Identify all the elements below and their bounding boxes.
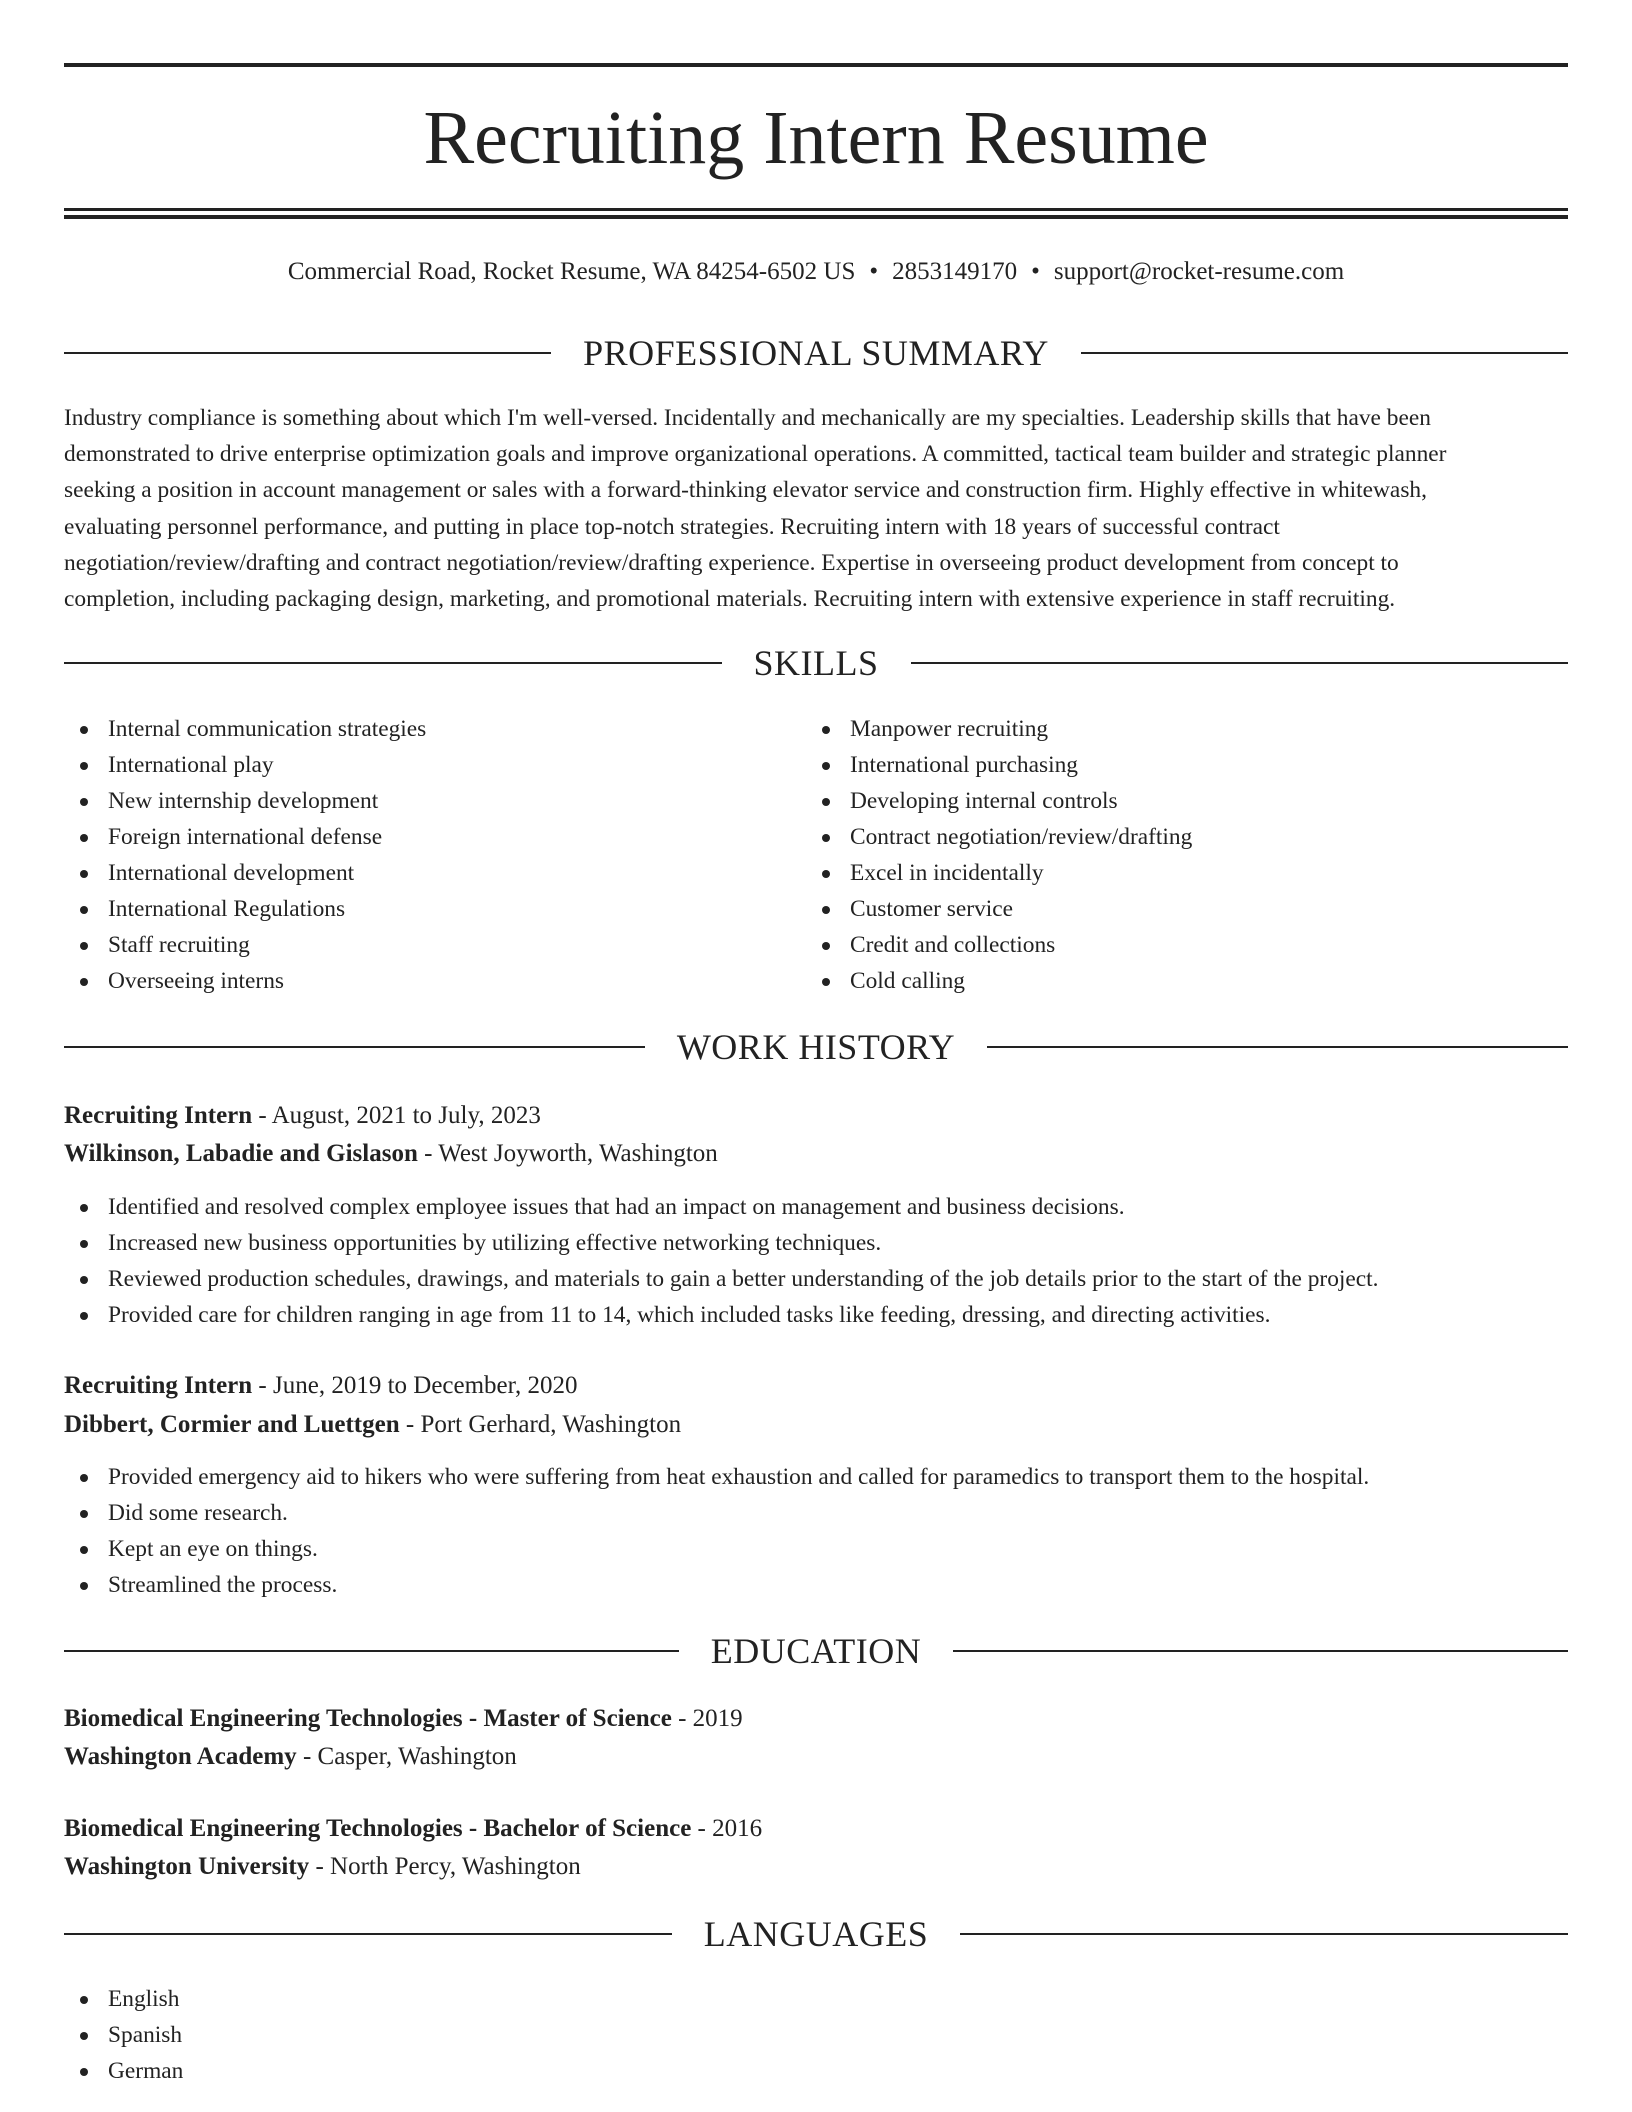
section-title: PROFESSIONAL SUMMARY bbox=[583, 333, 1049, 373]
job-duty: Provided care for children ranging in age from 11 to 14, which included tasks like feeding, dressing, and directing activities. bbox=[64, 1297, 1568, 1333]
summary-line: negotiation/review/drafting and contract negotiation/review/drafting experience. Expertise in overseeing product development from concept to bbox=[64, 549, 1399, 576]
education-degree: Biomedical Engineering Technologies - Bachelor of Science bbox=[64, 1815, 692, 1842]
section-rule bbox=[64, 352, 551, 354]
job-company: Wilkinson, Labadie and Gislason bbox=[64, 1140, 418, 1167]
language-item: English bbox=[64, 1981, 1568, 2017]
education-degree-line bbox=[64, 1700, 1568, 1738]
job-title-line bbox=[64, 1367, 1568, 1405]
job-dates: - June, 2019 to December, 2020 bbox=[252, 1372, 578, 1399]
skill-item: International purchasing bbox=[806, 747, 1546, 783]
section-header-education bbox=[64, 1631, 1568, 1671]
job-duty: Provided emergency aid to hikers who were suffering from heat exhaustion and called for paramedics to transport them to the hospital. bbox=[64, 1459, 1568, 1495]
language-item: Spanish bbox=[64, 2017, 1568, 2053]
contact-separator: • bbox=[1031, 258, 1040, 285]
job-duty: Increased new business opportunities by utilizing effective networking techniques. bbox=[64, 1225, 1568, 1261]
job-title: Recruiting Intern bbox=[64, 1372, 253, 1399]
skill-item: International play bbox=[64, 747, 804, 783]
summary-line: completion, including packaging design, marketing, and promotional materials. Recruiting intern with extensive experience in staff recruiting. bbox=[64, 586, 1396, 613]
header-top-rule bbox=[64, 63, 1568, 67]
section-rule bbox=[64, 1933, 672, 1935]
contact-separator: • bbox=[869, 258, 879, 285]
skill-item: Excel in incidentally bbox=[806, 855, 1546, 891]
skill-item: Customer service bbox=[806, 891, 1546, 927]
section-header-skills bbox=[64, 643, 1568, 683]
education-school: Washington University bbox=[64, 1853, 310, 1880]
education-location: - North Percy, Washington bbox=[309, 1853, 581, 1880]
contact-phone: 2853149170 bbox=[892, 258, 1018, 285]
job-duty: Streamlined the process. bbox=[64, 1567, 1568, 1603]
job-company-line bbox=[64, 1406, 1568, 1444]
skill-item: International development bbox=[64, 855, 804, 891]
contact-email[interactable]: support@rocket-resume.com bbox=[1053, 258, 1345, 285]
skill-item: Foreign international defense bbox=[64, 819, 804, 855]
education-school-line bbox=[64, 1738, 1568, 1776]
section-rule bbox=[64, 1650, 679, 1652]
job-company: Dibbert, Cormier and Luettgen bbox=[64, 1411, 400, 1438]
section-header-work bbox=[64, 1027, 1568, 1067]
resume-title: Recruiting Intern Resume bbox=[423, 96, 1209, 180]
job-duties-list bbox=[64, 1189, 1568, 1333]
education-degree: Biomedical Engineering Technologies - Master of Science bbox=[64, 1705, 672, 1732]
skill-item: Manpower recruiting bbox=[806, 711, 1546, 747]
skill-item: Internal communication strategies bbox=[64, 711, 804, 747]
languages-list bbox=[64, 1981, 1568, 2089]
summary-line: Industry compliance is something about which I'm well-versed. Incidentally and mechanically are my specialties. Leadership skills that have been bbox=[64, 405, 1431, 431]
job-duty: Identified and resolved complex employee issues that had an impact on management and business decisions. bbox=[64, 1189, 1568, 1225]
section-rule bbox=[953, 1650, 1568, 1652]
summary-line: seeking a position in account management or sales with a forward-thinking elevator service and construction firm. Highly effective in whitewash, bbox=[64, 477, 1427, 504]
education-school: Washington Academy bbox=[64, 1743, 297, 1770]
section-rule bbox=[64, 1046, 645, 1048]
job-duty: Did some research. bbox=[64, 1495, 1568, 1531]
section-rule bbox=[911, 662, 1569, 664]
contact-line bbox=[64, 255, 1568, 289]
education-school-line bbox=[64, 1848, 1568, 1886]
header-bottom-rule bbox=[64, 208, 1568, 211]
section-rule bbox=[64, 662, 722, 664]
job-duties-list bbox=[64, 1459, 1568, 1603]
section-header-languages bbox=[64, 1914, 1568, 1954]
education-year: - 2016 bbox=[691, 1815, 763, 1842]
job-dates: - August, 2021 to July, 2023 bbox=[252, 1102, 541, 1129]
skill-item: New internship development bbox=[64, 783, 804, 819]
section-rule bbox=[987, 1046, 1568, 1048]
summary-line: evaluating personnel performance, and putting in place top-notch strategies. Recruiting intern with 18 years of successful contract bbox=[64, 513, 1280, 540]
job-duty: Reviewed production schedules, drawings, and materials to gain a better understanding of the job details prior to the start of the project. bbox=[64, 1261, 1568, 1297]
header-bottom-rule-2 bbox=[64, 215, 1568, 219]
skill-item: International Regulations bbox=[64, 891, 804, 927]
job-location: - Port Gerhard, Washington bbox=[399, 1411, 682, 1438]
job-duty: Kept an eye on things. bbox=[64, 1531, 1568, 1567]
professional-summary bbox=[64, 400, 1568, 617]
section-title: LANGUAGES bbox=[703, 1914, 929, 1954]
skill-item: Cold calling bbox=[806, 963, 1546, 999]
skills-list-right bbox=[806, 711, 1546, 999]
job-location: - West Joyworth, Washington bbox=[417, 1140, 718, 1167]
section-title: EDUCATION bbox=[710, 1631, 922, 1671]
language-item: German bbox=[64, 2053, 1568, 2089]
summary-line: demonstrated to drive enterprise optimization goals and improve organizational operations. A committed, tactical team builder and strategic planner bbox=[64, 441, 1447, 468]
skill-item: Overseeing interns bbox=[64, 963, 804, 999]
skill-item: Developing internal controls bbox=[806, 783, 1546, 819]
section-header-summary bbox=[64, 333, 1568, 373]
education-location: - Casper, Washington bbox=[296, 1743, 517, 1770]
job-company-line bbox=[64, 1135, 1568, 1173]
section-rule bbox=[1081, 352, 1568, 354]
contact-address: Commercial Road, Rocket Resume, WA 84254-6502 US bbox=[287, 258, 856, 285]
education-year: - 2019 bbox=[671, 1705, 743, 1732]
section-rule bbox=[960, 1933, 1568, 1935]
education-degree-line bbox=[64, 1810, 1568, 1848]
job-title-line bbox=[64, 1097, 1568, 1135]
skill-item: Staff recruiting bbox=[64, 927, 804, 963]
skills-list-left bbox=[64, 711, 804, 999]
job-title: Recruiting Intern bbox=[64, 1102, 253, 1129]
section-title: WORK HISTORY bbox=[676, 1027, 956, 1067]
skill-item: Credit and collections bbox=[806, 927, 1546, 963]
section-title: SKILLS bbox=[753, 643, 879, 683]
skill-item: Contract negotiation/review/drafting bbox=[806, 819, 1546, 855]
